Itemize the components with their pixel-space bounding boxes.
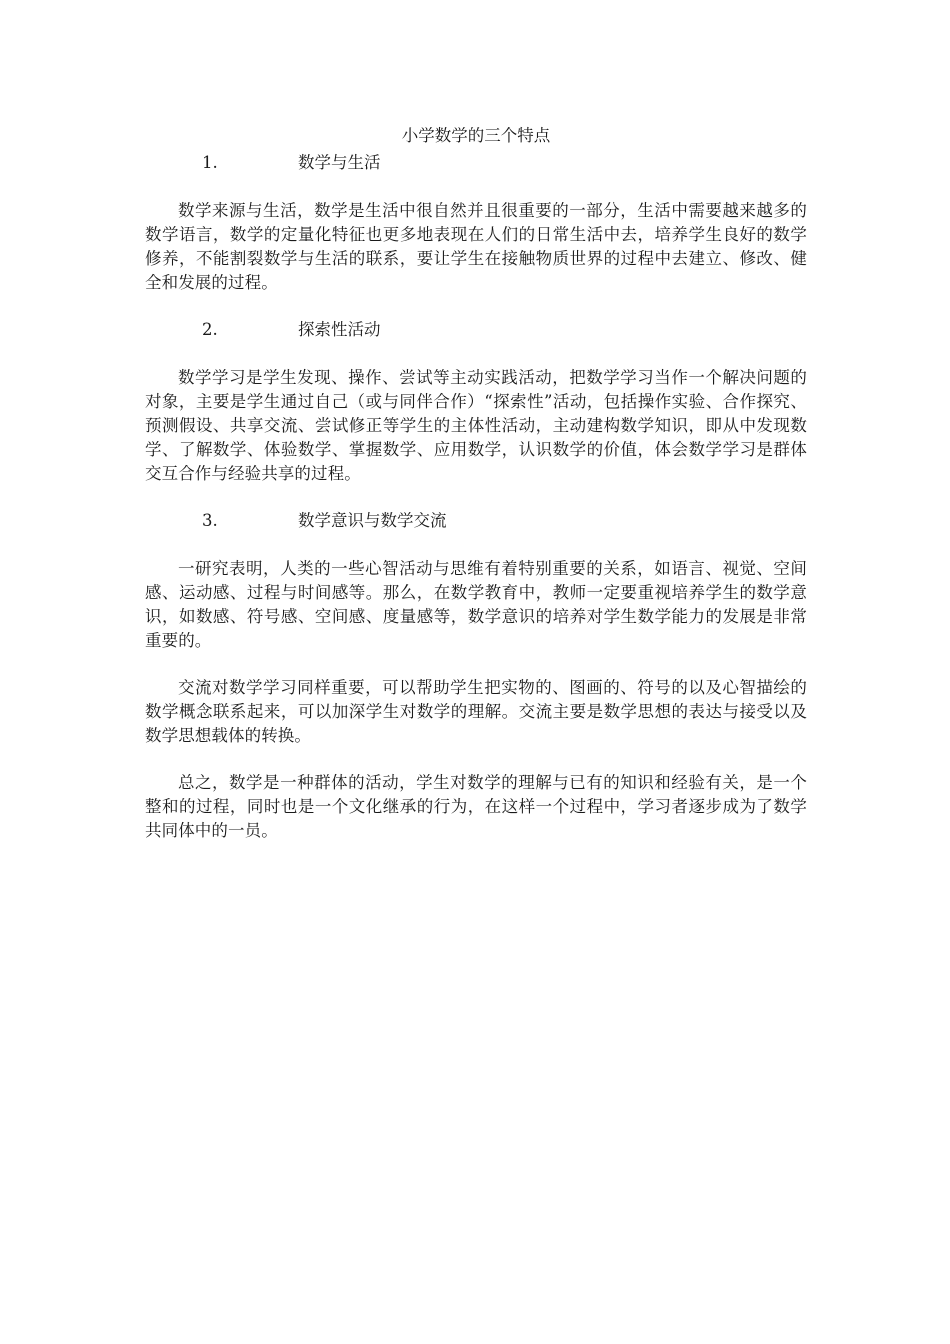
section-number: 1. [202,153,218,172]
section-number: 2. [202,320,218,339]
paragraph: 一研究表明，人类的一些心智活动与思维有着特别重要的关系，如语言、视觉、空间感、运动感、过程与时间感等。那么，在数学教育中，教师一定要重视培养学生的数学意识，如数感、符号感、空间感、度量感等，数学意识的培养对学生数学能力的发展是非常重要的。 [145,559,807,650]
paragraph: 数学来源与生活，数学是生活中很自然并且很重要的一部分，生活中需要越来越多的数学语言，数学的定量化特征也更多地表现在人们的日常生活中去，培养学生良好的数学修养，不能割裂数学与生活的联系，要让学生在接触物质世界的过程中去建立、修改、健全和发展的过程。 [145,201,807,292]
section-heading-text: 数学与生活 [298,153,381,172]
section-heading-3 [145,509,807,533]
document-body [145,124,807,843]
section-heading-1 [145,151,807,175]
paragraph: 总之，数学是一种群体的活动，学生对数学的理解与已有的知识和经验有关，是一个整和的过程，同时也是一个文化继承的行为，在这样一个过程中，学习者逐步成为了数学共同体中的一员。 [145,773,807,840]
section-heading-text: 探索性活动 [298,320,381,339]
section-heading-text: 数学意识与数学交流 [298,511,447,530]
section-number: 3. [202,511,218,530]
document-title: 小学数学的三个特点 [401,126,551,145]
paragraph: 交流对数学学习同样重要，可以帮助学生把实物的、图画的、符号的以及心智描绘的数学概念联系起来，可以加深学生对数学的理解。交流主要是数学思想的表达与接受以及数学思想载体的转换。 [145,678,807,745]
paragraph: 数学学习是学生发现、操作、尝试等主动实践活动，把数学学习当作一个解决问题的对象，主要是学生通过自己（或与同伴合作）“探索性”活动，包括操作实验、合作探究、预测假设、共享交流、尝试修正等学生的主体性活动，主动建构数学知识，即从中发现数学、了解数学、体验数学、掌握数学、应用数学，认识数学的价值，体会数学学习是群体交互合作与经验共享的过程。 [145,368,807,483]
section-heading-2 [145,318,807,342]
